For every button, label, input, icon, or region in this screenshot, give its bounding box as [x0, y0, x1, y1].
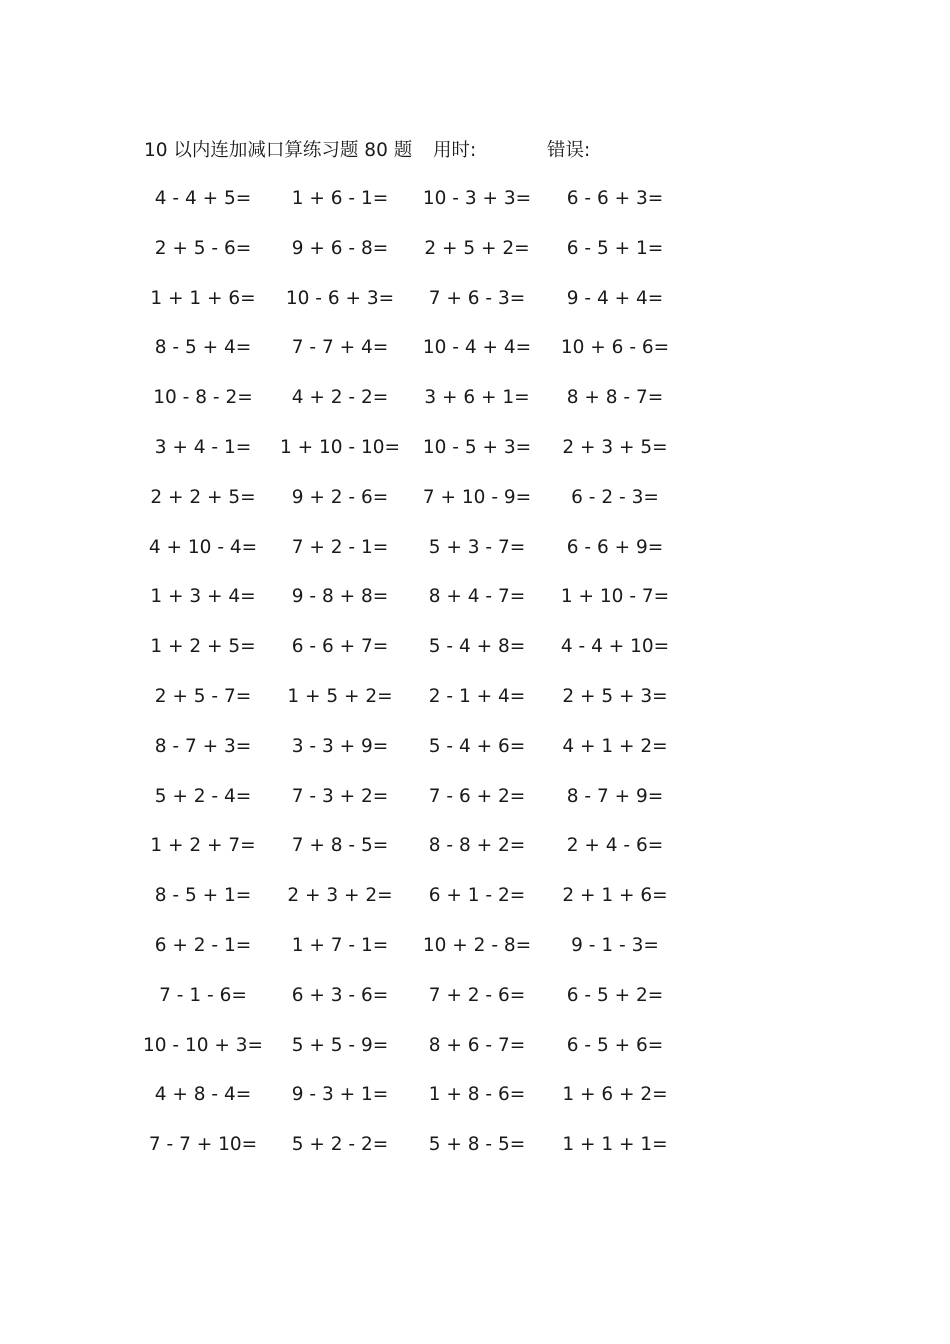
problem-row	[0, 1082, 950, 1132]
arithmetic-problem: 8 + 6 - 7=	[428, 1034, 526, 1056]
arithmetic-problem: 10 + 2 - 8=	[422, 934, 532, 956]
problem-row	[0, 186, 950, 236]
arithmetic-problem: 1 + 2 + 7=	[150, 835, 256, 857]
problem-row	[0, 236, 950, 286]
arithmetic-problem: 9 - 8 + 8=	[291, 586, 389, 608]
arithmetic-problem: 9 + 2 - 6=	[291, 486, 389, 508]
arithmetic-problem: 3 + 4 - 1=	[154, 436, 252, 458]
arithmetic-problem: 7 - 3 + 2=	[291, 785, 389, 807]
arithmetic-problem: 1 + 2 + 5=	[150, 636, 256, 658]
problem-row	[0, 983, 950, 1033]
arithmetic-problem: 5 + 5 - 9=	[291, 1034, 389, 1056]
arithmetic-problem: 8 - 7 + 3=	[154, 735, 252, 757]
arithmetic-problem: 6 - 5 + 6=	[566, 1034, 664, 1056]
arithmetic-problem: 6 + 3 - 6=	[291, 984, 389, 1006]
problem-row	[0, 535, 950, 585]
problem-row	[0, 485, 950, 535]
problem-row	[0, 584, 950, 634]
arithmetic-problem: 5 + 3 - 7=	[428, 536, 526, 558]
arithmetic-problem: 7 + 2 - 1=	[291, 536, 389, 558]
problem-row	[0, 335, 950, 385]
arithmetic-problem: 1 + 1 + 6=	[150, 287, 256, 309]
problem-row	[0, 883, 950, 933]
arithmetic-problem: 2 + 5 + 2=	[424, 237, 530, 259]
arithmetic-problem: 8 + 4 - 7=	[428, 586, 526, 608]
arithmetic-problem: 7 - 7 + 10=	[148, 1134, 258, 1156]
arithmetic-problem: 2 + 5 + 3=	[562, 685, 668, 707]
arithmetic-problem: 8 + 8 - 7=	[566, 387, 664, 409]
arithmetic-problem: 6 - 6 + 9=	[566, 536, 664, 558]
problem-row	[0, 784, 950, 834]
error-label: 错误:	[547, 140, 591, 161]
problem-row	[0, 435, 950, 485]
arithmetic-problem: 1 + 1 + 1=	[562, 1134, 668, 1156]
arithmetic-problem: 6 - 6 + 7=	[291, 636, 389, 658]
arithmetic-problem: 1 + 5 + 2=	[287, 685, 393, 707]
arithmetic-problem: 5 + 2 - 2=	[291, 1134, 389, 1156]
arithmetic-problem: 7 + 6 - 3=	[428, 287, 526, 309]
arithmetic-problem: 5 - 4 + 8=	[428, 636, 526, 658]
arithmetic-problem: 7 + 2 - 6=	[428, 984, 526, 1006]
arithmetic-problem: 4 + 8 - 4=	[154, 1084, 252, 1106]
arithmetic-problem: 8 - 8 + 2=	[428, 835, 526, 857]
arithmetic-problem: 10 - 4 + 4=	[422, 337, 532, 359]
arithmetic-problem: 1 + 7 - 1=	[291, 934, 389, 956]
problem-row	[0, 684, 950, 734]
arithmetic-problem: 2 - 1 + 4=	[428, 685, 526, 707]
arithmetic-problem: 8 - 7 + 9=	[566, 785, 664, 807]
arithmetic-problem: 4 - 4 + 10=	[560, 636, 670, 658]
arithmetic-problem: 6 + 2 - 1=	[154, 934, 252, 956]
arithmetic-problem: 4 + 2 - 2=	[291, 387, 389, 409]
arithmetic-problem: 9 - 1 - 3=	[571, 934, 659, 956]
arithmetic-problem: 10 + 6 - 6=	[560, 337, 670, 359]
arithmetic-problem: 8 - 5 + 1=	[154, 885, 252, 907]
arithmetic-problem: 7 + 10 - 9=	[422, 486, 532, 508]
arithmetic-problem: 1 + 6 + 2=	[562, 1084, 668, 1106]
arithmetic-problem: 5 - 4 + 6=	[428, 735, 526, 757]
arithmetic-problem: 6 - 2 - 3=	[571, 486, 659, 508]
arithmetic-problem: 8 - 5 + 4=	[154, 337, 252, 359]
arithmetic-problem: 9 + 6 - 8=	[291, 237, 389, 259]
arithmetic-problem: 1 + 6 - 1=	[291, 188, 389, 209]
arithmetic-problem: 2 + 4 - 6=	[566, 835, 664, 857]
worksheet-title: 10 以内连加减口算练习题 80 题	[144, 140, 413, 161]
arithmetic-problem: 4 + 10 - 4=	[148, 536, 258, 558]
arithmetic-problem: 4 + 1 + 2=	[562, 735, 668, 757]
problem-row	[0, 933, 950, 983]
problem-row	[0, 1132, 950, 1182]
arithmetic-problem: 10 - 10 + 3=	[142, 1034, 264, 1056]
arithmetic-problem: 10 - 5 + 3=	[422, 436, 532, 458]
arithmetic-problem: 7 - 6 + 2=	[428, 785, 526, 807]
arithmetic-problem: 6 - 6 + 3=	[566, 188, 664, 209]
arithmetic-problem: 10 - 3 + 3=	[422, 188, 532, 209]
arithmetic-problem: 2 + 5 - 7=	[154, 685, 252, 707]
problem-row	[0, 734, 950, 784]
arithmetic-problem: 1 + 10 - 7=	[560, 586, 670, 608]
problem-row	[0, 1033, 950, 1083]
arithmetic-problem: 1 + 8 - 6=	[428, 1084, 526, 1106]
arithmetic-problem: 5 + 2 - 4=	[154, 785, 252, 807]
problem-row	[0, 634, 950, 684]
arithmetic-problem: 7 + 8 - 5=	[291, 835, 389, 857]
arithmetic-problem: 9 - 3 + 1=	[291, 1084, 389, 1106]
arithmetic-problem: 1 + 3 + 4=	[150, 586, 256, 608]
problem-grid	[0, 186, 950, 1182]
arithmetic-problem: 3 - 3 + 9=	[291, 735, 389, 757]
arithmetic-problem: 10 - 8 - 2=	[153, 387, 253, 409]
arithmetic-problem: 1 + 10 - 10=	[279, 436, 401, 458]
problem-row	[0, 286, 950, 336]
arithmetic-problem: 10 - 6 + 3=	[285, 287, 395, 309]
arithmetic-problem: 6 + 1 - 2=	[428, 885, 526, 907]
arithmetic-problem: 7 - 1 - 6=	[159, 984, 247, 1006]
problem-row	[0, 385, 950, 435]
arithmetic-problem: 9 - 4 + 4=	[566, 287, 664, 309]
arithmetic-problem: 2 + 3 + 2=	[287, 885, 393, 907]
time-label: 用时:	[433, 140, 477, 161]
worksheet-header	[0, 138, 950, 164]
arithmetic-problem: 2 + 1 + 6=	[562, 885, 668, 907]
arithmetic-problem: 3 + 6 + 1=	[424, 387, 530, 409]
arithmetic-problem: 7 - 7 + 4=	[291, 337, 389, 359]
arithmetic-problem: 2 + 3 + 5=	[562, 436, 668, 458]
arithmetic-problem: 6 - 5 + 2=	[566, 984, 664, 1006]
arithmetic-problem: 4 - 4 + 5=	[154, 188, 252, 209]
arithmetic-problem: 6 - 5 + 1=	[566, 237, 664, 259]
arithmetic-problem: 2 + 2 + 5=	[150, 486, 256, 508]
arithmetic-problem: 5 + 8 - 5=	[428, 1134, 526, 1156]
problem-row	[0, 833, 950, 883]
arithmetic-problem: 2 + 5 - 6=	[154, 237, 252, 259]
